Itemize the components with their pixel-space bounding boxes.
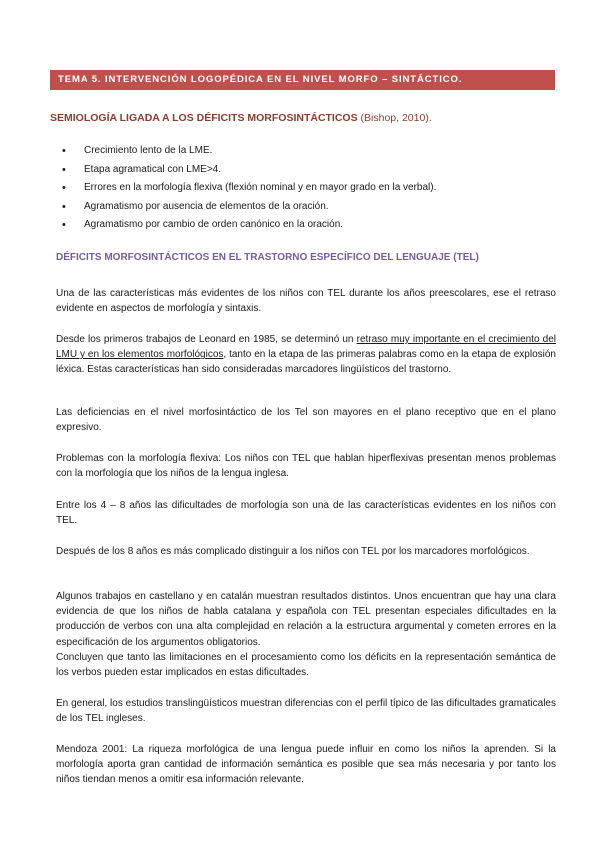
- section-heading-semiology: [50, 112, 432, 124]
- semiology-bullet-list: [62, 142, 552, 235]
- paragraph-2: [56, 332, 556, 378]
- paragraph-10: Mendoza 2001: La riqueza morfológica de una lengua puede influir en como los niños la aprenden. Si la morfología aporta gran cantidad de información semántica es posible que sea más necesaria y por tanto los niños tiendan menos a omitir esa información relevante.: [56, 744, 556, 786]
- list-item: • Etapa agramatical con LME>4.: [62, 161, 552, 180]
- topic-banner: TEMA 5. INTERVENCIÓN LOGOPÉDICA EN EL NIVEL MORFO – SINTÁCTICO.: [50, 70, 555, 90]
- paragraph-8: Concluyen que tanto las limitaciones en el procesamiento como los déficits en la representación semántica de los verbos pueden estar implicados en estas dificultades.: [56, 652, 556, 679]
- section-heading-citation: (Bishop, 2010).: [360, 112, 432, 124]
- list-item: • Agramatismo por cambio de orden canónico en la oración.: [62, 216, 552, 235]
- paragraph-2-end: , tanto en la etapa de las primeras palabras como en la etapa de explosión léxica. Estas características han sido consideradas marcadores lingüísticos del trastorno.: [56, 349, 556, 376]
- paragraph-2-start: Desde los primeros trabajos de Leonard en 1985, se determinó un: [56, 334, 357, 345]
- paragraph-3: Las deficiencias en el nivel morfosintáctico de los Tel son mayores en el plano receptivo que en el plano expresivo.: [56, 407, 556, 434]
- paragraph-6: Después de los 8 años es más complicado distinguir a los niños con TEL por los marcadores morfológicos.: [56, 546, 530, 557]
- paragraph-4: Problemas con la morfología flexiva: Los niños con TEL que hablan hiperflexivas presentan menos problemas con la morfología que los niños de la lengua inglesa.: [56, 453, 556, 480]
- paragraph-5: Entre los 4 – 8 años las dificultades de morfología son una de las características evidentes en los niños con TEL.: [56, 500, 556, 527]
- section-heading-semiology-title: SEMIOLOGÍA LIGADA A LOS DÉFICITS MORFOSINTÁCTICOS: [50, 112, 358, 124]
- paragraph-1: Una de las características más evidentes de los niños con TEL durante los años preescolares, ese el retraso evidente en aspectos de morfología y sintaxis.: [56, 288, 556, 315]
- paragraph-9: En general, los estudios translingüísticos muestran diferencias con el perfil típico de las dificultades gramaticales de los TEL ingleses.: [56, 698, 556, 725]
- list-item: • Errores en la morfología flexiva (flexión nominal y en mayor grado en la verbal).: [62, 179, 552, 198]
- paragraph-2-underlined: retraso muy importante en el crecimiento del LMU y en los elementos morfológicos: [56, 334, 556, 361]
- section-heading-tel-deficits: DÉFICITS MORFOSINTÁCTICOS EN EL TRASTORNO ESPECÍFICO DEL LENGUAJE (TEL): [56, 252, 479, 263]
- list-item: • Crecimiento lento de la LME.: [62, 142, 552, 161]
- list-item: • Agramatismo por ausencia de elementos de la oración.: [62, 198, 552, 217]
- paragraph-7: Algunos trabajos en castellano y en catalán muestran resultados distintos. Unos encuentran que hay una clara evidencia de que los niños de habla catalana y española con TEL presentan especiales dificultades en la producción de verbos con una alta complejidad en relación a la estructura argumental y cometen errores en la especificación de los argumentos obligatorios.: [56, 591, 556, 648]
